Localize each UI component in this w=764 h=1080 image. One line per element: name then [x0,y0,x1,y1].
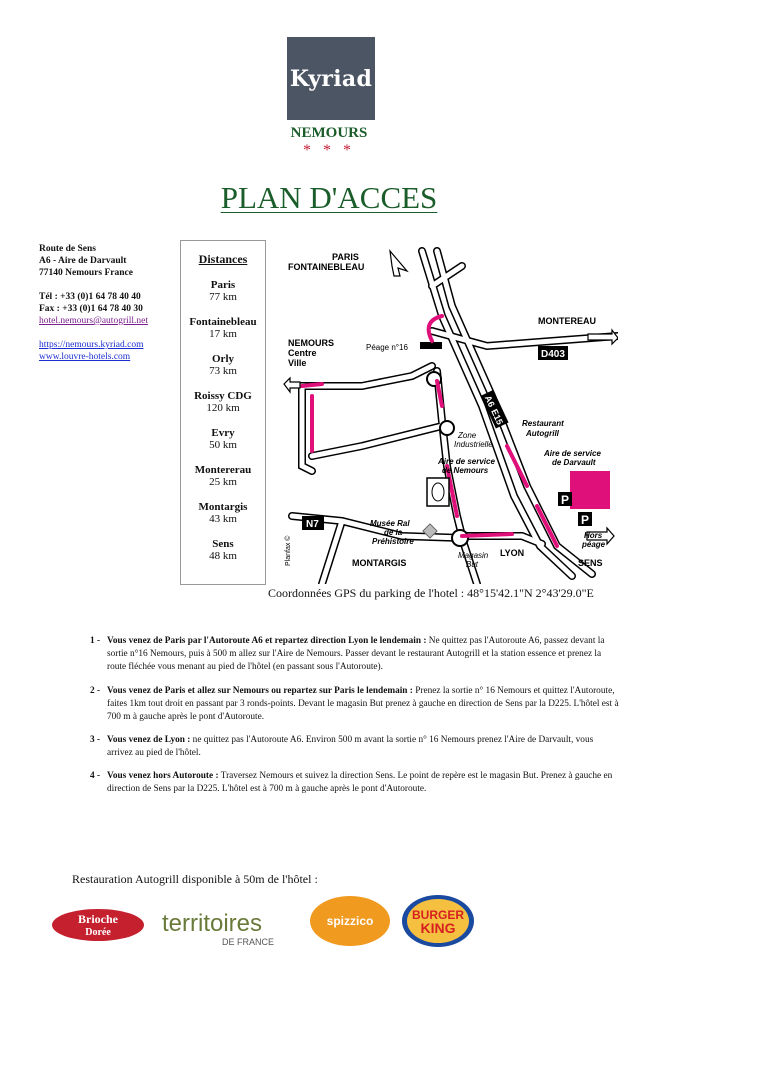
spizzico-text: spizzico [326,914,374,928]
label-montargis: MONTARGIS [352,558,407,568]
address-line1: Route de Sens [39,244,97,254]
distance-city: Sens [212,538,234,550]
logo-text: Kyriad [289,65,373,92]
label-hors: Hors [584,531,603,540]
website-link-kyriad[interactable]: https://nemours.kyriad.com [39,340,144,350]
label-ville: Ville [288,358,307,368]
distance-city: Roissy CDG [194,390,252,402]
e15-label: E15 [489,407,505,427]
distance-item [181,353,265,377]
star-rating: * * * [303,142,355,159]
distance-km: 17 km [209,328,237,340]
label-musee-2: de la [384,528,403,537]
label-aire-darvault-1: Aire de service [544,449,601,458]
distance-km: 25 km [209,476,237,488]
roundabout-3 [452,530,468,546]
direction-number: 4 - [90,771,101,781]
direction-heading: Vous venez de Lyon : [107,735,191,745]
brioche-text: Brioche [78,912,118,926]
distance-km: 120 km [206,402,240,414]
page-title: PLAN D'ACCES [220,180,438,215]
direction-text: Ne quittez pas l'Autoroute A6, passez devant la sortie n°16 Nemours, puis à 500 m allez sur l'Aire de Nemours. Passer devant le restaurant Autogrill et la station essence et prenez la route fléchée vous menant au pied de l'hôtel (en passant sous l'Autoroute). [107,636,605,672]
label-centre: Centre [288,348,317,358]
website-link-louvre[interactable]: www.louvre-hotels.com [39,352,131,362]
direction-item-4 [90,770,620,796]
label-magasin: Magasin [458,551,489,560]
direction-item-1 [90,635,620,673]
restaurants-heading: Restauration Autogrill disponible à 50m de l'hôtel : [72,872,318,886]
address-line2: A6 - Aire de Darvault [39,256,127,266]
distance-item [181,390,265,414]
spizzico-logo [310,896,390,946]
direction-item-2 [90,685,620,723]
stadium-icon [427,478,449,506]
n7-label: N7 [306,519,319,530]
label-musee-3: Préhistoire [372,537,414,546]
distance-city: Fontainebleau [189,316,257,328]
parking-label-2: P [581,513,590,527]
direction-heading: Vous venez de Paris et allez sur Nemours ou repartez sur Paris le lendemain : [107,686,413,696]
distance-km: 77 km [209,291,237,303]
direction-text: Traversez Nemours et suivez la direction Sens. Le point de repère est le magasin But. Prenez à gauche en direction de Sens par la D225. L'hôtel est à 700 m à gauche après le pont d'Autoroute. [107,771,613,794]
territoires-logo [162,910,274,947]
king-text: KING [420,920,456,936]
direction-text: ne quittez pas l'Autoroute A6. Environ 500 m avant la sortie n° 16 Nemours prenez l'Aire de Darvault, vous arrivez au pied de l'hôtel. [107,735,594,758]
direction-text: Prenez la sortie n° 16 Nemours et quittez l'Autoroute, faites 1km tout droit en passant par 3 ronds-points. Devant le magasin But prenez à gauche en direction de Sens par la D225. L'hôtel est à 700 m à gauche après le pont d'Autoroute. [107,686,619,722]
distance-km: 43 km [209,513,237,525]
distance-item [181,501,265,525]
phone-number: Tél : +33 (0)1 64 78 40 40 [39,292,141,302]
restaurant-logos [50,893,510,953]
toll-bar [420,342,442,349]
a6-label: A6 [482,393,497,409]
doree-text: Dorée [85,927,111,938]
label-sens: SENS [578,558,603,568]
direction-number: 3 - [90,735,101,745]
email-link[interactable]: hotel.nemours@autogrill.net [39,316,149,326]
direction-number: 2 - [90,686,101,696]
distance-item [181,316,265,340]
direction-item-3 [90,734,620,760]
label-aire-nemours-2: de Nemours [442,466,489,475]
burger-text: BURGER [411,908,465,922]
hotel-city: NEMOURS [290,125,368,141]
distance-city: Evry [211,427,235,439]
label-industrielle: Industrielle [454,440,493,449]
label-lyon: LYON [500,548,525,558]
distance-item [181,427,265,451]
distance-km: 73 km [209,365,237,377]
direction-heading: Vous venez de Paris par l'Autoroute A6 et repartez direction Lyon le lendemain : [107,636,427,646]
distance-city: Montargis [198,501,248,513]
label-nemours: NEMOURS [288,338,335,348]
label-aire-darvault-2: de Darvault [552,458,596,467]
label-peage-2: péage [582,540,606,549]
label-zone: Zone [458,431,477,440]
distances-heading: Distances [198,252,248,266]
distance-item [181,464,265,488]
distances-box [180,240,266,585]
label-planfax: Planfax © [285,535,292,566]
label-paris: PARIS [332,252,359,262]
distance-city: Paris [210,279,236,291]
gps-coordinates: Coordonnées GPS du parking de l'hotel : 48°15'42.1"N 2°43'29.0"E [268,586,594,600]
label-restaurant: Restaurant [522,419,564,428]
label-but: But [466,560,479,569]
distance-item [181,538,265,562]
address-line3: 77140 Nemours France [39,268,133,278]
roundabout-2 [440,421,454,435]
burger-king-logo [402,895,474,947]
parking-label: P [561,493,570,507]
address-block [39,243,148,363]
label-montereau: MONTEREAU [538,316,596,326]
label-autogrill: Autogrill [526,429,559,438]
distance-km: 50 km [209,439,237,451]
d403-label: D403 [541,349,565,360]
label-peage: Péage n°16 [366,343,408,352]
label-fontainebleau: FONTAINEBLEAU [288,262,365,272]
kyriad-logo [287,37,375,120]
label-aire-nemours-1: Aire de service [438,457,495,466]
brioche-doree-logo [52,909,144,941]
direction-heading: Vous venez hors Autoroute : [107,771,219,781]
access-map [282,246,618,584]
fax-number: Fax : +33 (0)1 64 78 40 30 [39,304,143,314]
territoires-text: territoires [162,910,263,937]
label-musee-1: Musée Ral [370,519,410,528]
distance-city: Orly [212,353,234,365]
distance-km: 48 km [209,550,237,562]
de-france-text: DE FRANCE [222,937,275,947]
hotel-marker [570,471,610,509]
distance-city: Montererau [194,464,252,476]
direction-number: 1 - [90,636,101,646]
distance-item [181,279,265,303]
